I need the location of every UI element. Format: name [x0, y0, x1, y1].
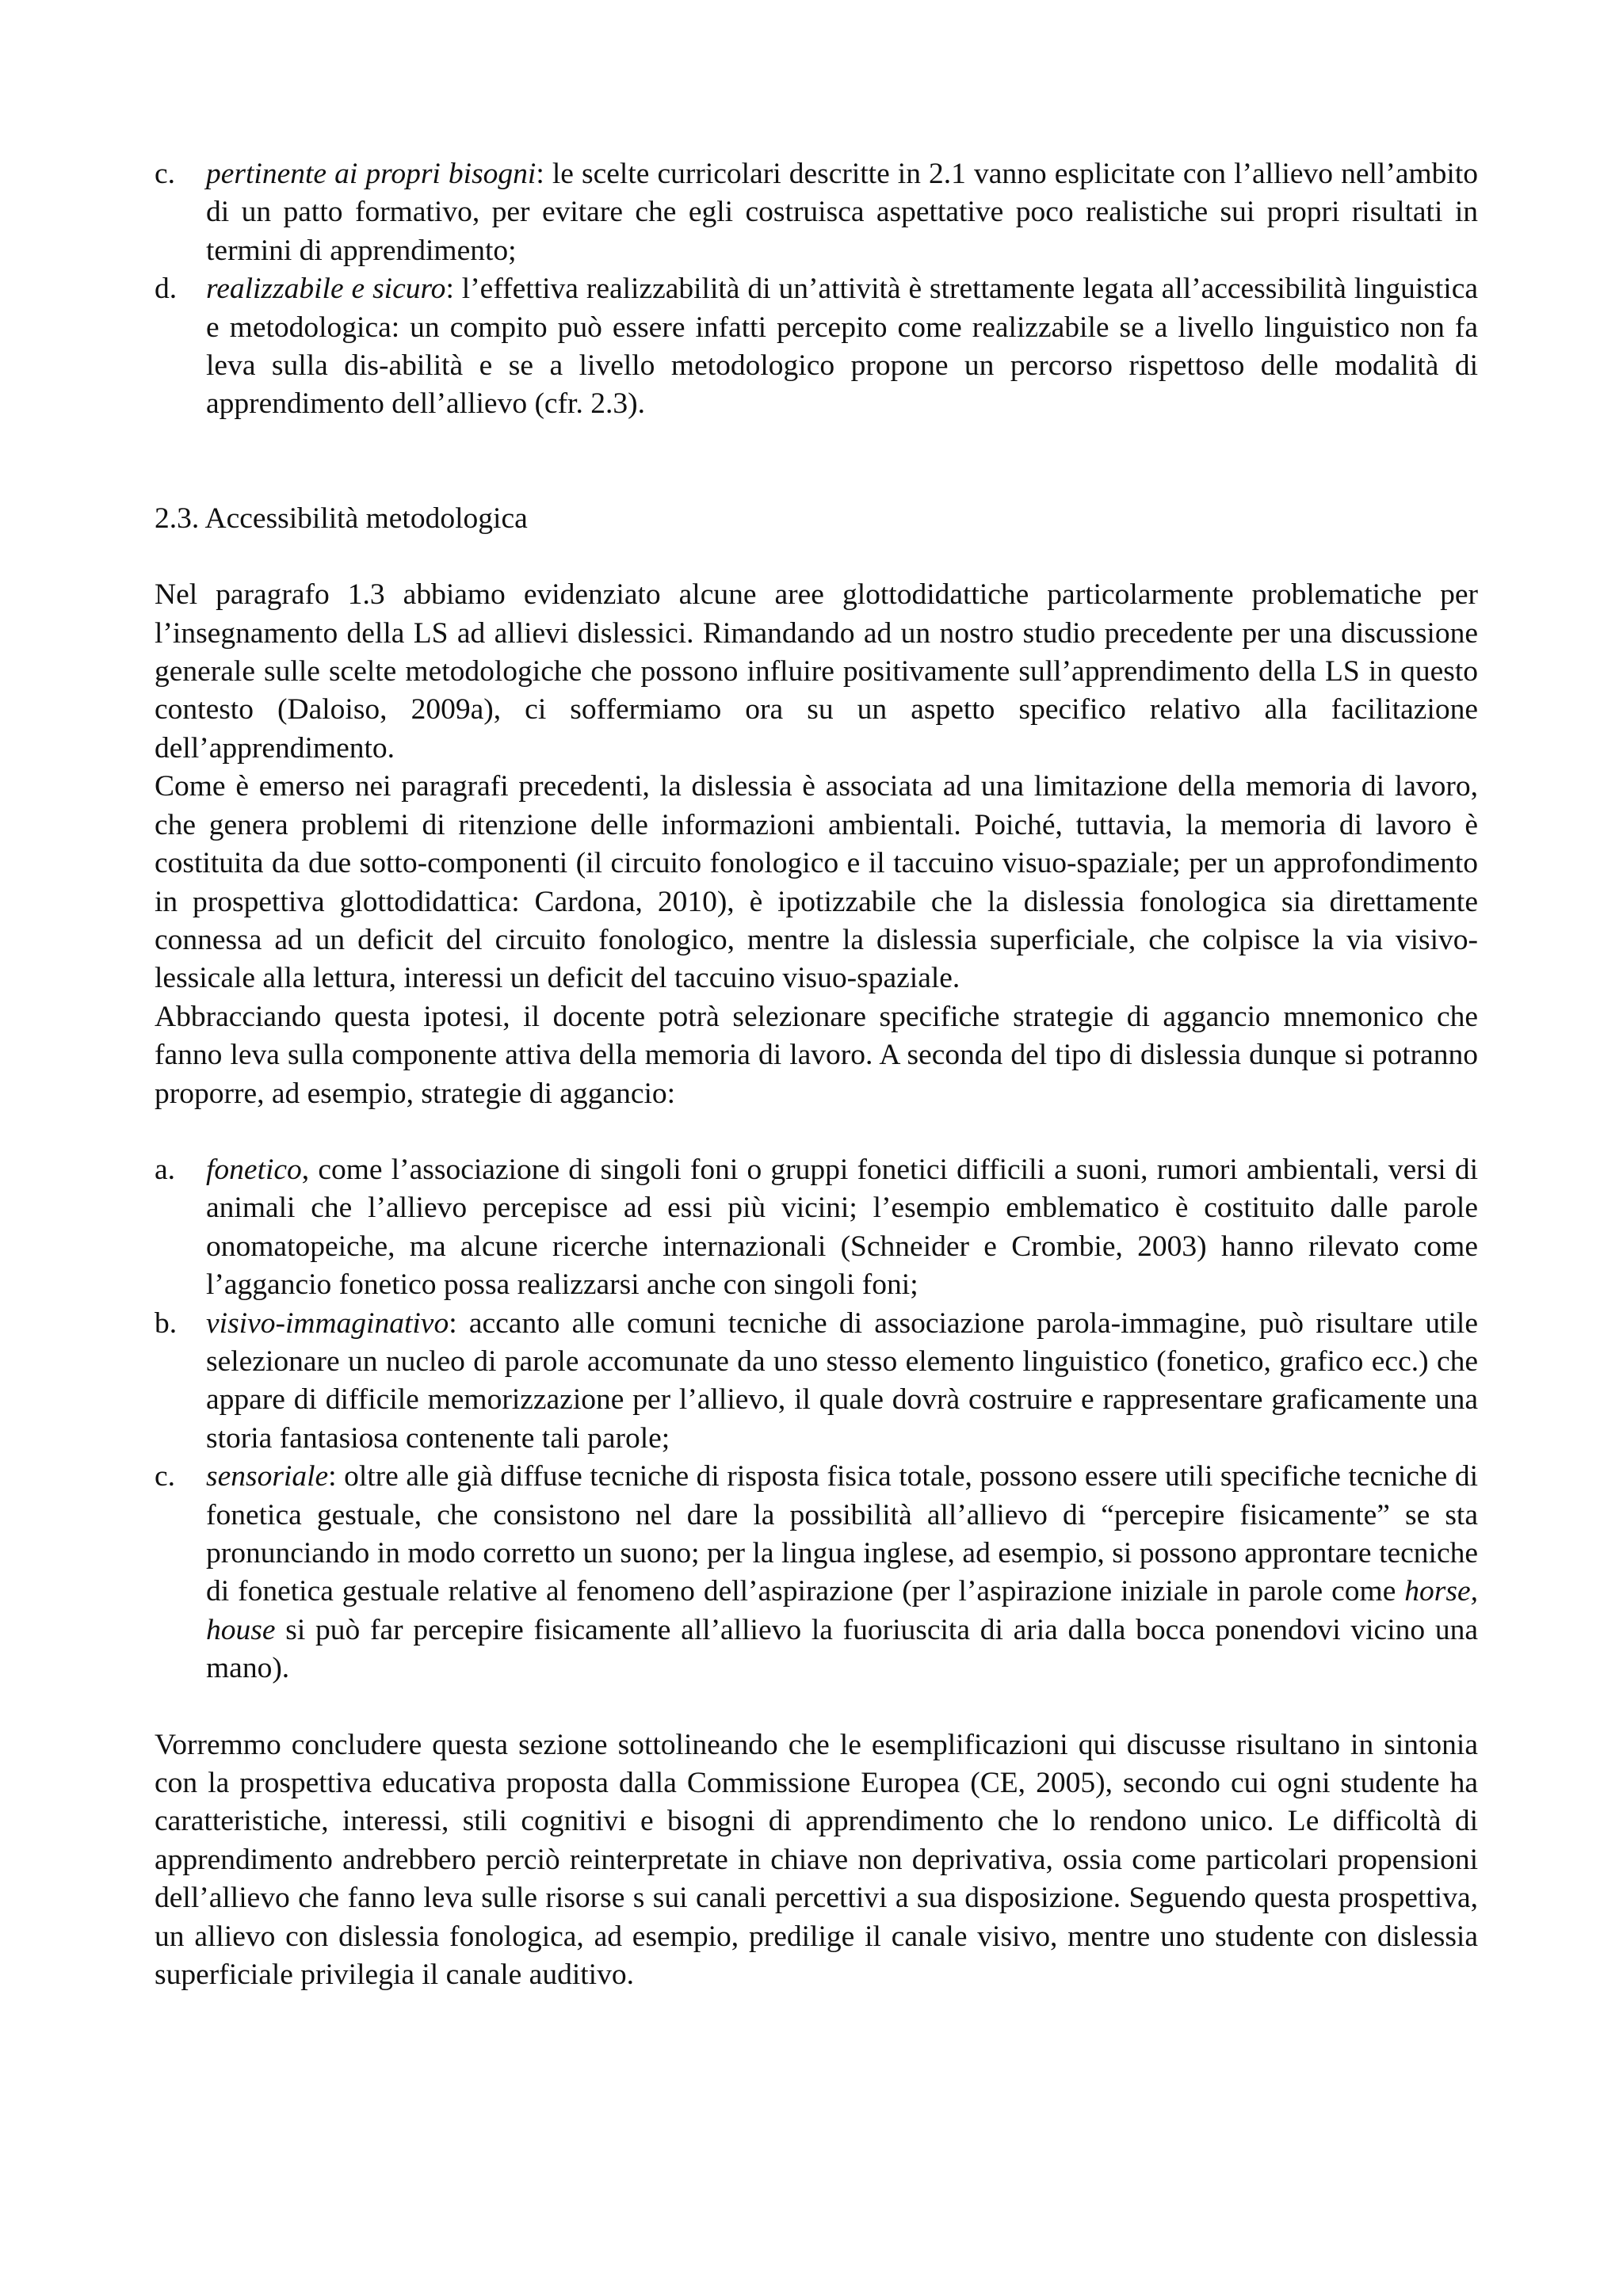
list-item: [155, 1151, 1478, 1305]
conclusion-paragraph: Vorremmo concludere questa sezione sottolineando che le esemplificazioni qui discusse risultano in sintonia con la prospettiva educativa proposta dalla Commissione Europea (CE, 2005), secondo cui ogni studente ha caratteristiche, interessi, stili cognitivi e bisogni di apprendimento che lo rendono unico. Le difficoltà di apprendimento andrebbero perciò reinterpretate in chiave non deprivativa, ossia come particolari propensioni dell’allievo che fanno leva sulle risorse s sui canali percettivi a sua disposizione. Seguendo questa prospettiva, un allievo con dislessia fonologica, ad esempio, predilige il canale visivo, mentre uno studente con dislessia superficiale privilegia il canale auditivo.: [155, 1728, 1478, 1992]
strategies-list: [155, 1151, 1478, 1688]
section-heading: 2.3. Accessibilità metodologica: [155, 502, 528, 535]
list-item-term: fonetico: [206, 1153, 302, 1186]
list-item-text: [206, 1151, 1478, 1305]
list-item-term: visivo-immaginativo: [206, 1306, 449, 1340]
list-marker: b.: [155, 1306, 178, 1340]
list-item-body: : le scelte curricolari descritte in 2.1 vanno esplicitate con l’allievo nell’ambito di un patto formativo, per evitare che egli costruisca aspettative poco realistiche sui propri risultati in termini di apprendimento;: [206, 158, 1478, 267]
list-item-text: [206, 1458, 1478, 1688]
example-words: horse, house: [206, 1575, 1478, 1646]
list-item-term: pertinente ai propri bisogni: [206, 158, 537, 190]
paragraph: Come è emerso nei paragrafi precedenti, la dislessia è associata ad una limitazione della memoria di lavoro, che genera problemi di ritenzione delle informazioni ambientali. Poiché, tuttavia, la memoria di lavoro è costituita da due sotto-componenti (il circuito fonologico e il taccuino visuo-spaziale; per un approfondimento in prospettiva glottodidattica: Cardona, 2010), è ipotizzabile che la dislessia fonologica sia direttamente connessa ad un deficit del circuito fonologico, mentre la dislessia superficiale, che colpisce la via visivo-lessicale alla lettura, interessi un deficit del taccuino visuo-spaziale.: [155, 770, 1478, 995]
list-item: [155, 1458, 1478, 1688]
list-item-body-continued: si può far percepire fisicamente all’allievo la fuoriuscita di aria dalla bocca ponendovi vicino una mano).: [206, 1613, 1478, 1685]
list-item-body: , come l’associazione di singoli foni o gruppi fonetici difficili a suoni, rumori ambientali, versi di animali che l’allievo percepisce ad essi più vicini; l’esempio emblematico è costituito dalle parole onomatopeiche, ma alcune ricerche internazionali (Schneider e Crombie, 2003) hanno rilevato come l’aggancio fonetico possa realizzarsi anche con singoli foni;: [206, 1153, 1478, 1302]
paragraph: Nel paragrafo 1.3 abbiamo evidenziato alcune aree glottodidattiche particolarmente problematiche per l’insegnamento della LS ad allievi dislessici. Rimandando ad un nostro studio precedente per una discussione generale sulle scelte metodologiche che possono influire positivamente sull’apprendimento della LS in questo contesto (Daloiso, 2009a), ci soffermiamo ora su un aspetto specifico relativo alla facilitazione dell’apprendimento.: [155, 578, 1478, 765]
list-item-term: sensoriale: [206, 1460, 329, 1493]
list-marker: d.: [155, 273, 178, 306]
list-item: [155, 155, 1478, 270]
list-item-text: [206, 1305, 1478, 1459]
spacer: [155, 1113, 1478, 1151]
criteria-list: [155, 155, 1478, 424]
spacer: [155, 538, 1478, 576]
spacer: [155, 1688, 1478, 1726]
list-marker: c.: [155, 158, 176, 190]
document-page: [155, 155, 1478, 1994]
list-item-body: : accanto alle comuni tecniche di associazione parola-immagine, può risultare utile selezionare un nucleo di parole accomunate da uno stesso elemento linguistico (fonetico, grafico ecc.) che appare di difficile memorizzazione per l’allievo, il quale dovrà costruire e rappresentare graficamente una storia fantasiosa contenente tali parole;: [206, 1306, 1478, 1455]
list-item: [155, 1305, 1478, 1459]
list-item-term: realizzabile e sicuro: [206, 273, 446, 306]
list-item-body: : oltre alle già diffuse tecniche di risposta fisica totale, possono essere utili specifiche tecniche di fonetica gestuale, che consistono nel dare la possibilità all’allievo di “percepire fisicamente” se sta pronunciando in modo corretto un suono; per la lingua inglese, ad esempio, si possono approntare tecniche di fonetica gestuale relative al fenomeno dell’aspirazione (per l’aspirazione iniziale in parole come: [206, 1460, 1478, 1608]
spacer: [155, 424, 1478, 500]
paragraph: Abbracciando questa ipotesi, il docente potrà selezionare specifiche strategie di aggancio mnemonico che fanno leva sulla componente attiva della memoria di lavoro. A seconda del tipo di dislessia dunque si potranno proporre, ad esempio, strategie di aggancio:: [155, 1000, 1478, 1110]
list-item-text: [206, 155, 1478, 270]
list-item-body: : l’effettiva realizzabilità di un’attività è strettamente legata all’accessibilità linguistica e metodologica: un compito può essere infatti percepito come realizzabile se a livello linguistico non fa leva sulla dis-abilità e se a livello metodologico propone un percorso rispettoso delle modalità di apprendimento dell’allievo (cfr. 2.3).: [206, 273, 1478, 421]
list-marker: a.: [155, 1153, 176, 1186]
list-item-text: [206, 270, 1478, 424]
list-marker: c.: [155, 1460, 176, 1493]
list-item: [155, 270, 1478, 424]
